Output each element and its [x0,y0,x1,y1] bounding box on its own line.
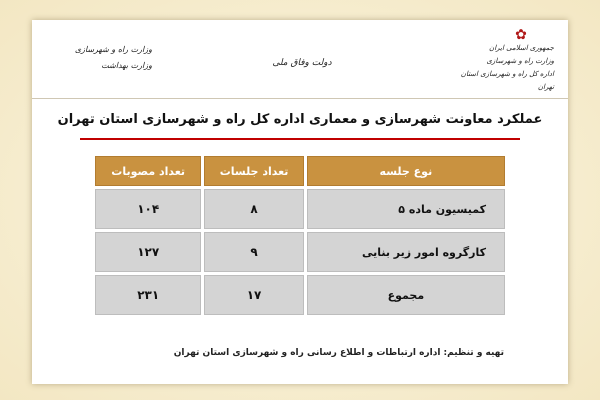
column-header-session-type: نوع جلسه [307,156,505,186]
row-approval-count: ۱۰۴ [95,189,201,229]
column-header-session-count: تعداد جلسات [204,156,303,186]
performance-table [92,153,508,318]
letterhead-right-line1: جمهوری اسلامی ایران [489,44,554,52]
table-header-row [95,156,505,186]
letterhead-left [72,42,152,74]
row-session-count: ۹ [204,232,303,272]
row-session-type: مجموع [307,275,505,315]
prepared-by-note: تهیه و تنظیم: اداره ارتباطات و اطلاع رسانی راه و شهرسازی استان تهران [173,348,504,358]
letterhead-right-line2: وزارت راه و شهرسازی [486,57,554,65]
letterhead-slogan: دولت وفاق ملی [272,58,332,68]
document-card [32,20,568,384]
national-emblem-icon: ✿ [515,27,527,43]
letterhead-left-line2: وزارت بهداشت [101,61,152,70]
table-row [95,189,505,229]
letterhead-right-line3: اداره کل راه و شهرسازی استان تهران [460,70,554,91]
row-approval-count: ۲۳۱ [95,275,201,315]
column-header-approval-count: تعداد مصوبات [95,156,201,186]
row-session-count: ۱۷ [204,275,303,315]
row-session-type: کارگروه امور زیر بنایی [307,232,505,272]
title-underline [80,138,520,140]
page-title: عملکرد معاونت شهرسازی و معماری اداره کل راه و شهرسازی استان تهران [57,112,543,127]
row-session-type: کمیسیون ماده ۵ [307,189,505,229]
table-row [95,232,505,272]
row-session-count: ۸ [204,189,303,229]
letterhead-left-line1: وزارت راه و شهرسازی [74,45,152,54]
letterhead-right [444,28,554,94]
letterhead [32,20,568,99]
table-row-total [95,275,505,315]
row-approval-count: ۱۲۷ [95,232,201,272]
